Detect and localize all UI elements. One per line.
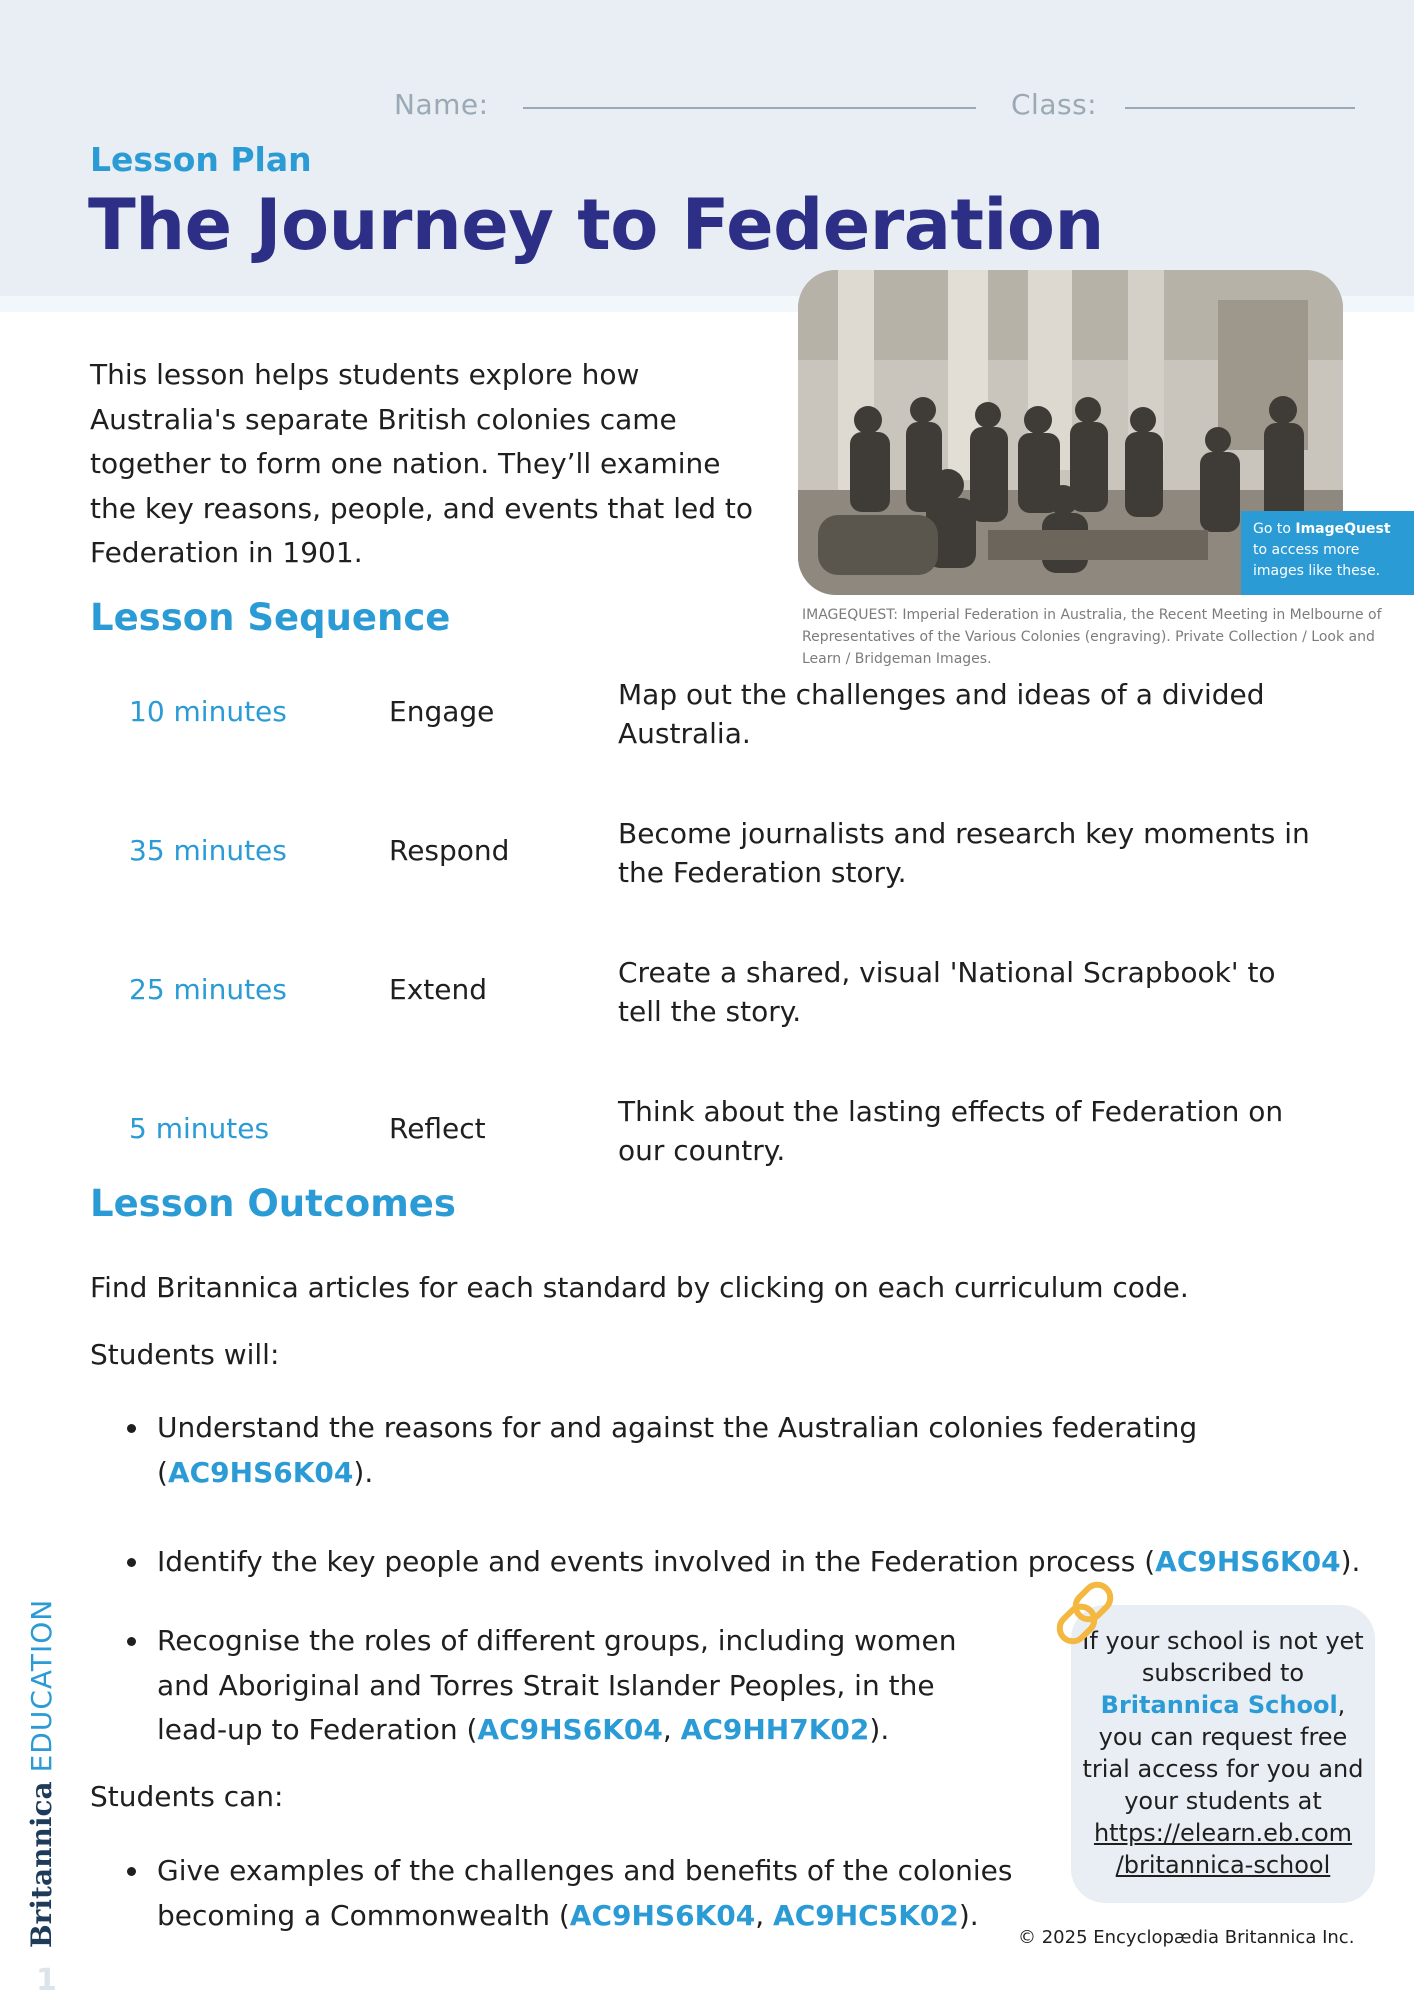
curriculum-code-link[interactable]: AC9HS6K04 [1155, 1545, 1341, 1578]
outcome-text: becoming a Commonwealth ( [157, 1898, 570, 1932]
curriculum-code-link[interactable]: AC9HS6K04 [167, 1455, 354, 1489]
outcome-item [157, 1540, 1360, 1585]
name-field-line[interactable] [523, 107, 976, 109]
sequence-duration: 10 minutes [129, 695, 287, 728]
sequence-stage: Respond [389, 834, 510, 867]
outcome-text: ). [869, 1713, 890, 1746]
code-separator: , [662, 1713, 681, 1746]
sequence-description: Think about the lasting effects of Federation on our country. [618, 1095, 1284, 1167]
imagequest-brand: ImageQuest [1295, 521, 1391, 537]
outcome-text: ). [1340, 1545, 1361, 1578]
imagequest-link[interactable] [1241, 511, 1414, 595]
sequence-row [0, 1092, 1414, 1192]
outcome-item [157, 1619, 956, 1753]
lesson-outcomes-heading: Lesson Outcomes [90, 1182, 456, 1225]
curriculum-code-link[interactable]: AC9HS6K04 [477, 1713, 663, 1746]
chain-link-icon [1050, 1575, 1126, 1651]
students-can-label: Students can: [90, 1780, 284, 1813]
outcome-text: and Aboriginal and Torres Strait Islander Peoples, in the [157, 1668, 935, 1702]
class-label: Class: [1011, 88, 1098, 121]
outcome-text: ( [157, 1455, 168, 1489]
outcome-text: lead-up to Federation ( [157, 1713, 478, 1746]
curriculum-code-link[interactable]: AC9HS6K04 [569, 1898, 756, 1932]
promo-comma: , [1337, 1691, 1346, 1719]
trial-url-link[interactable]: https://elearn.eb.com [1093, 1819, 1353, 1847]
curriculum-code-link[interactable]: AC9HH7K02 [680, 1713, 870, 1746]
outcome-text: ). [958, 1898, 979, 1932]
code-separator: , [755, 1898, 774, 1932]
sequence-description: Become journalists and research key moments in the Federation story. [618, 817, 1310, 889]
outcome-text: Identify the key people and events involved in the Federation process ( [157, 1545, 1156, 1578]
sequence-description: Create a shared, visual 'National Scrapbook' to tell the story. [618, 956, 1276, 1028]
outcome-text: Understand the reasons for and against the Australian colonies federating [157, 1411, 1198, 1444]
copyright-notice: © 2025 Encyclopædia Britannica Inc. [1018, 1927, 1355, 1948]
imagequest-suffix: to access more images like these. [1253, 542, 1381, 579]
promo-text: If your school is not yet subscribed to [1082, 1627, 1364, 1687]
image-caption: IMAGEQUEST: Imperial Federation in Australia, the Recent Meeting in Melbourne of Representatives of the Various Colonies (engraving). Private Collection / Look and Learn / Bridgeman Images. [802, 607, 1382, 667]
outcome-item [157, 1406, 1197, 1495]
britannica-education-logo [25, 1599, 58, 1948]
trial-url-link-continued[interactable]: /britannica-school [1115, 1851, 1331, 1879]
lesson-sequence-heading: Lesson Sequence [90, 596, 451, 639]
sequence-duration: 5 minutes [129, 1112, 270, 1145]
sequence-stage: Engage [389, 695, 495, 728]
outcome-text: ). [353, 1455, 374, 1489]
name-label: Name: [394, 88, 489, 121]
sequence-stage: Reflect [389, 1112, 486, 1145]
promo-text: you can request free trial access for you and your students at [1082, 1723, 1364, 1815]
students-will-label: Students will: [90, 1338, 280, 1371]
sequence-duration: 35 minutes [129, 834, 287, 867]
lesson-plan-label: Lesson Plan [90, 140, 312, 179]
britannica-school-link[interactable]: Britannica School [1100, 1691, 1338, 1719]
sequence-stage: Extend [389, 973, 487, 1006]
sequence-row [0, 675, 1414, 775]
page-number: 1 [36, 1963, 57, 1998]
outcome-item [157, 1849, 1012, 1938]
imagequest-prefix: Go to [1253, 521, 1296, 537]
outcome-text: Recognise the roles of different groups, including women [157, 1624, 957, 1657]
class-field-line[interactable] [1125, 107, 1355, 109]
sequence-duration: 25 minutes [129, 973, 287, 1006]
logo-education: EDUCATION [25, 1598, 58, 1773]
sequence-row [0, 953, 1414, 1053]
curriculum-code-link[interactable]: AC9HC5K02 [773, 1898, 959, 1932]
intro-paragraph: This lesson helps students explore how Australia's separate British colonies came together to form one nation. They’ll examine the key reasons, people, and events that led to Federation in 1901. [90, 358, 753, 569]
page-title: The Journey to Federation [88, 184, 1104, 266]
sequence-row [0, 814, 1414, 914]
sequence-description: Map out the challenges and ideas of a divided Australia. [618, 678, 1265, 750]
outcomes-intro: Find Britannica articles for each standard by clicking on each curriculum code. [90, 1271, 1189, 1304]
outcome-text: Give examples of the challenges and benefits of the colonies [157, 1854, 1013, 1887]
logo-britannica: Britannica [25, 1781, 58, 1948]
